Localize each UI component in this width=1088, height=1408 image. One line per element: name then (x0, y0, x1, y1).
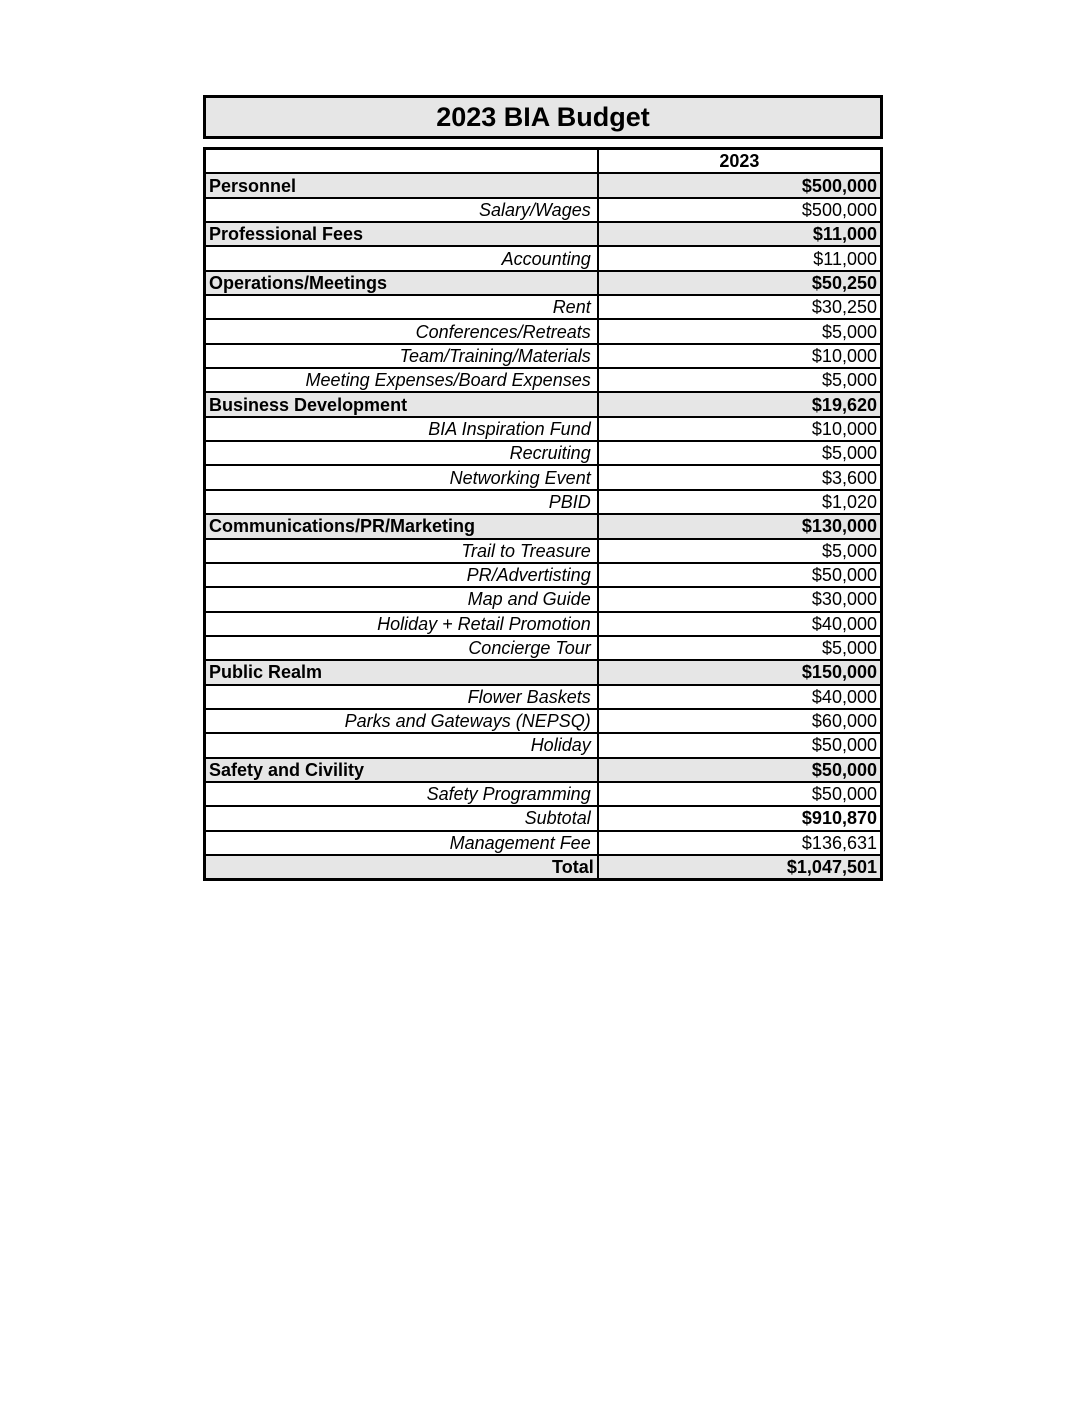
line-item-row (205, 709, 882, 733)
row-amount: $50,250 (598, 271, 882, 295)
row-label: Map and Guide (205, 587, 598, 611)
row-label: PR/Advertisting (205, 563, 598, 587)
row-label: BIA Inspiration Fund (205, 417, 598, 441)
line-item-row (205, 782, 882, 806)
row-label: Networking Event (205, 465, 598, 489)
total-row (205, 855, 882, 880)
row-label: Operations/Meetings (205, 271, 598, 295)
row-amount: $50,000 (598, 563, 882, 587)
line-item-row (205, 612, 882, 636)
subtotal-row (205, 806, 882, 830)
line-item-row (205, 368, 882, 392)
line-item-row (205, 465, 882, 489)
line-item-row (205, 344, 882, 368)
header-label-cell (205, 149, 598, 174)
line-item-row (205, 417, 882, 441)
row-amount: $3,600 (598, 465, 882, 489)
row-label: Total (205, 855, 598, 880)
row-amount: $500,000 (598, 173, 882, 197)
line-item-row (205, 198, 882, 222)
line-item-row (205, 733, 882, 757)
line-item-row (205, 831, 882, 855)
row-label: Holiday (205, 733, 598, 757)
row-amount: $40,000 (598, 685, 882, 709)
line-item-row (205, 441, 882, 465)
row-amount: $150,000 (598, 660, 882, 684)
row-label: Team/Training/Materials (205, 344, 598, 368)
row-amount: $11,000 (598, 222, 882, 246)
row-label: Management Fee (205, 831, 598, 855)
year-column-header: 2023 (598, 149, 882, 174)
row-label: Communications/PR/Marketing (205, 514, 598, 538)
row-label: Safety and Civility (205, 758, 598, 782)
row-amount: $40,000 (598, 612, 882, 636)
budget-table-body (205, 149, 882, 880)
row-label: Public Realm (205, 660, 598, 684)
row-label: Conferences/Retreats (205, 319, 598, 343)
row-amount: $30,000 (598, 587, 882, 611)
line-item-row (205, 246, 882, 270)
category-row (205, 660, 882, 684)
row-label: Trail to Treasure (205, 539, 598, 563)
line-item-row (205, 685, 882, 709)
row-amount: $910,870 (598, 806, 882, 830)
row-amount: $1,020 (598, 490, 882, 514)
category-row (205, 758, 882, 782)
row-label: Meeting Expenses/Board Expenses (205, 368, 598, 392)
category-row (205, 271, 882, 295)
category-row (205, 173, 882, 197)
row-amount: $5,000 (598, 368, 882, 392)
row-amount: $11,000 (598, 246, 882, 270)
row-amount: $500,000 (598, 198, 882, 222)
budget-table (203, 147, 883, 881)
line-item-row (205, 319, 882, 343)
row-amount: $50,000 (598, 758, 882, 782)
line-item-row (205, 539, 882, 563)
row-label: Accounting (205, 246, 598, 270)
row-label: Recruiting (205, 441, 598, 465)
row-amount: $5,000 (598, 319, 882, 343)
row-amount: $1,047,501 (598, 855, 882, 880)
row-label: Flower Baskets (205, 685, 598, 709)
row-amount: $10,000 (598, 417, 882, 441)
line-item-row (205, 587, 882, 611)
row-label: PBID (205, 490, 598, 514)
row-label: Salary/Wages (205, 198, 598, 222)
row-amount: $19,620 (598, 392, 882, 416)
table-header-row (205, 149, 882, 174)
row-label: Business Development (205, 392, 598, 416)
line-item-row (205, 563, 882, 587)
row-amount: $5,000 (598, 441, 882, 465)
category-row (205, 222, 882, 246)
row-amount: $10,000 (598, 344, 882, 368)
row-amount: $50,000 (598, 782, 882, 806)
category-row (205, 392, 882, 416)
category-row (205, 514, 882, 538)
row-amount: $50,000 (598, 733, 882, 757)
row-amount: $5,000 (598, 636, 882, 660)
row-label: Safety Programming (205, 782, 598, 806)
row-amount: $30,250 (598, 295, 882, 319)
row-label: Rent (205, 295, 598, 319)
row-amount: $5,000 (598, 539, 882, 563)
row-label: Subtotal (205, 806, 598, 830)
row-label: Holiday + Retail Promotion (205, 612, 598, 636)
row-label: Parks and Gateways (NEPSQ) (205, 709, 598, 733)
line-item-row (205, 636, 882, 660)
row-amount: $136,631 (598, 831, 882, 855)
row-label: Personnel (205, 173, 598, 197)
line-item-row (205, 295, 882, 319)
row-amount: $130,000 (598, 514, 882, 538)
page-title: 2023 BIA Budget (203, 95, 883, 139)
row-label: Concierge Tour (205, 636, 598, 660)
line-item-row (205, 490, 882, 514)
row-label: Professional Fees (205, 222, 598, 246)
row-amount: $60,000 (598, 709, 882, 733)
